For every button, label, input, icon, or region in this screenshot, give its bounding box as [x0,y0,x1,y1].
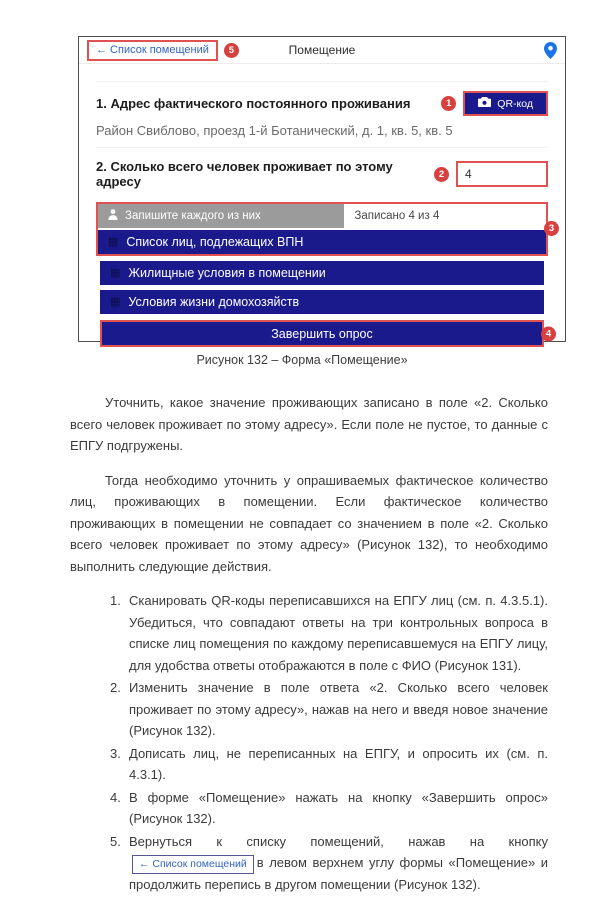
back-to-premises-list-button[interactable]: ← Список помещений [87,40,218,61]
form-title: Помещение [288,43,356,57]
callout-badge-1: 1 [441,96,456,111]
list-item-number: 4. [110,789,121,805]
menu-item-label: Условия жизни домохозяйств [128,295,300,309]
question-2-label: 2. Сколько всего человек проживает по этому адресу [96,159,393,189]
list-item-number: 3. [110,745,121,761]
callout-badge-3: 3 [544,221,559,236]
recorded-status: Записано 4 из 4 [354,210,440,222]
scan-qr-code-button[interactable] [463,91,548,116]
list-item-text: Сканировать QR-коды переписавшихся на ЕПГУ лиц (см. п. 4.3.5.1). Убедиться, что совпадают ответы на три контрольных вопроса в списке лиц помещения по каждому переписавшемуся на ЕПГУ лицу, для удобства ответы отображаются в поле с ФИО (Рисунок 131). [129,593,548,673]
figure-caption: Рисунок 132 – Форма «Помещение» [196,353,408,367]
inline-premises-list-button-image: ← Список помещений [132,855,254,874]
list-item [110,743,548,786]
camera-icon [478,97,491,110]
form-body [79,81,565,347]
list-item-text: Изменить значение в поле ответа «2. Сколько всего человек проживает по этому адресу», нажав на него и введя новое значение (Рисунок 132). [129,680,548,738]
menu-item-label: Список лиц, подлежащих ВПН [126,235,304,249]
finish-survey-button[interactable]: Завершить опрос [102,322,542,345]
address-value: Район Свиблово, проезд 1-й Ботанический, д. 1, кв. 5, кв. 5 [96,123,548,148]
menu-item-persons-list[interactable] [98,230,546,254]
question-1-label: 1. Адрес фактического постоянного проживания [96,96,411,111]
list-item-text: В форме «Помещение» нажать на кнопку «Завершить опрос» (Рисунок 132). [129,789,548,826]
menu-item-housing-conditions[interactable] [100,261,544,285]
document-body [70,392,548,897]
list-item [110,590,548,676]
paragraph: Тогда необходимо уточнить у опрашиваемых фактическое количество лиц, проживающих в помещении. Если фактическое количество проживающих в помещении не совпадает со значением в поле «2. Сколько всего человек проживает по этому адресу» (Рисунок 132), то необходимо выполнить следующие действия. [70,472,548,574]
record-group [96,202,555,256]
qr-button-label: QR-код [497,97,533,110]
list-item-number: 2. [110,680,121,695]
grid-icon: ▦ [108,235,119,248]
question-1-row [96,91,548,116]
list-item [110,677,548,742]
record-everyone-label: Запишите каждого из них [125,210,261,222]
list-item-text [129,831,548,896]
callout-badge-5: 5 [224,43,239,58]
list-item [110,831,548,896]
callout-badge-2: 2 [434,167,449,182]
list-item [110,787,548,830]
numbered-list [110,590,548,896]
grid-icon: ▦ [110,266,121,279]
callout-badge-4: 4 [541,326,556,341]
paragraph: Уточнить, какое значение проживающих записано в поле «2. Сколько всего человек проживает по этому адресу». Если поле не пустое, то данные с ЕПГУ подгружены. [70,395,548,453]
divider [96,81,548,82]
menu-item-living-conditions[interactable] [100,290,544,314]
list-item-text: Дописать лиц, не переписанных на ЕПГУ, и опросить их (см. п. 4.3.1). [129,745,548,782]
list-item-number: 5. [110,833,121,849]
residents-count-input[interactable] [456,161,548,187]
person-icon [108,209,118,223]
list-item-text-post: в левом верхнем углу формы «Помещение» и продолжить перепись в другом помещении (Рисунок 132). [129,855,548,892]
map-pin-icon[interactable] [544,42,557,59]
list-item-text-pre: Вернуться к списку помещений, нажав на кнопку [129,833,548,849]
record-everyone-row[interactable] [98,204,546,228]
list-item-number: 1. [110,593,121,608]
form-screenshot-figure [78,36,566,342]
grid-icon: ▦ [110,295,121,308]
menu-item-label: Жилищные условия в помещении [128,266,326,280]
finish-survey-wrap [100,320,552,347]
question-2-row [96,159,548,189]
form-header [79,37,565,64]
